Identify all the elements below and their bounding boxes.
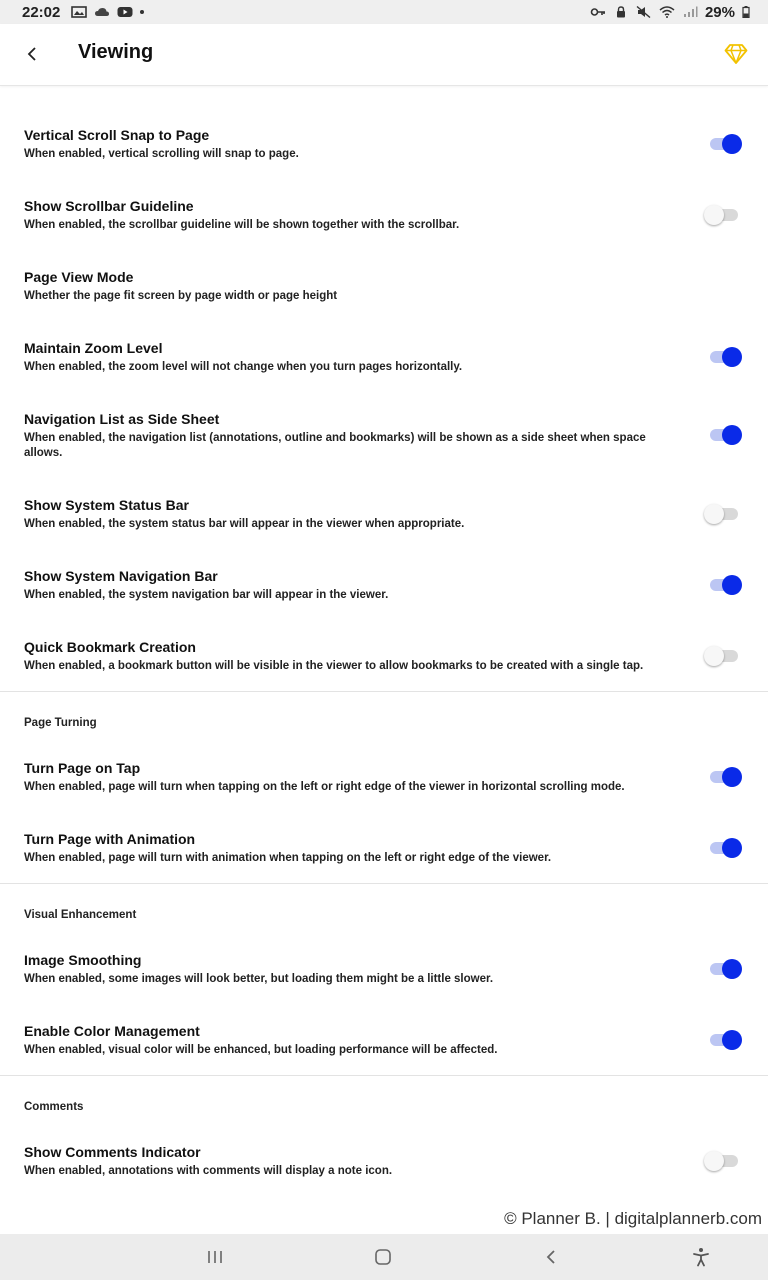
- signal-icon: [682, 6, 698, 18]
- toggle-thumb: [722, 575, 742, 595]
- setting-title: Image Smoothing: [24, 952, 142, 968]
- setting-description: When enabled, a bookmark button will be visible in the viewer to allow bookmarks to be created with a single tap.: [24, 660, 644, 672]
- setting-description: When enabled, vertical scrolling will snap to page.: [24, 148, 299, 160]
- status-left: [22, 4, 144, 21]
- setting-toggle[interactable]: [708, 1148, 742, 1172]
- setting-toggle[interactable]: [708, 422, 742, 446]
- accessibility-icon: [691, 1247, 711, 1267]
- notification-dot-icon: [140, 10, 144, 14]
- toggle-thumb: [722, 838, 742, 858]
- chevron-left-icon: [25, 46, 39, 62]
- setting-toggle[interactable]: [708, 764, 742, 788]
- setting-title: Vertical Scroll Snap to Page: [24, 127, 210, 143]
- status-bar: [0, 0, 768, 24]
- setting-toggle[interactable]: [708, 835, 742, 859]
- section-header: Comments: [24, 1101, 84, 1113]
- toggle-thumb: [722, 959, 742, 979]
- status-right: [590, 4, 750, 21]
- setting-description: When enabled, visual color will be enhanced, but loading performance will be affected.: [24, 1044, 498, 1056]
- setting-toggle[interactable]: [708, 1027, 742, 1051]
- home-icon: [374, 1248, 392, 1266]
- setting-title: Maintain Zoom Level: [24, 340, 163, 356]
- watermark: © Planner B. | digitalplannerb.com: [504, 1209, 762, 1228]
- setting-title: Navigation List as Side Sheet: [24, 411, 220, 427]
- section-header: Visual Enhancement: [24, 909, 137, 921]
- premium-button[interactable]: [722, 40, 750, 68]
- setting-description: When enabled, the system navigation bar will appear in the viewer.: [24, 589, 389, 601]
- section-divider: [0, 1075, 768, 1076]
- section-header: Page Turning: [24, 717, 97, 729]
- toggle-thumb: [704, 504, 724, 524]
- lock-icon: [613, 6, 629, 18]
- setting-description: When enabled, some images will look better, but loading them might be a little slower.: [24, 973, 494, 985]
- setting-title: Quick Bookmark Creation: [24, 639, 196, 655]
- toggle-thumb: [704, 646, 724, 666]
- key-icon: [590, 6, 606, 18]
- wifi-icon: [659, 6, 675, 18]
- recents-icon: [206, 1249, 224, 1265]
- gallery-icon: [71, 6, 87, 18]
- setting-toggle[interactable]: [708, 202, 742, 226]
- section-divider: [0, 691, 768, 692]
- toggle-thumb: [704, 1151, 724, 1171]
- back-button[interactable]: [18, 40, 46, 68]
- battery-icon: [742, 6, 750, 18]
- page-title: Viewing: [78, 41, 154, 63]
- diamond-icon: [724, 43, 748, 65]
- setting-toggle[interactable]: [708, 131, 742, 155]
- setting-description: When enabled, page will turn with animation when tapping on the left or right edge of the viewer.: [24, 852, 552, 864]
- setting-title: Enable Color Management: [24, 1023, 200, 1039]
- setting-title: Turn Page with Animation: [24, 831, 196, 847]
- battery-percent: 29%: [704, 3, 735, 21]
- toggle-thumb: [722, 134, 742, 154]
- setting-description: When enabled, the navigation list (annotations, outline and bookmarks) will be shown as a side sheet when space allows.: [24, 432, 646, 459]
- setting-toggle[interactable]: [708, 643, 742, 667]
- setting-description: When enabled, the scrollbar guideline will be shown together with the scrollbar.: [24, 219, 460, 231]
- mute-icon: [636, 6, 652, 18]
- toggle-thumb: [722, 347, 742, 367]
- chevron-left-icon: [544, 1249, 558, 1265]
- setting-toggle[interactable]: [708, 956, 742, 980]
- app-bar: [0, 24, 768, 86]
- setting-title: Show Scrollbar Guideline: [24, 198, 194, 214]
- setting-title: Page View Mode: [24, 269, 134, 285]
- accessibility-button[interactable]: [689, 1245, 713, 1269]
- system-navigation-bar: [0, 1234, 768, 1280]
- setting-description: When enabled, the zoom level will not change when you turn pages horizontally.: [24, 361, 463, 373]
- section-divider: [0, 883, 768, 884]
- setting-toggle[interactable]: [708, 344, 742, 368]
- setting-title: Show System Navigation Bar: [24, 568, 218, 584]
- setting-title: Show System Status Bar: [24, 497, 189, 513]
- toggle-thumb: [722, 425, 742, 445]
- status-time: 22:02: [22, 3, 61, 21]
- cloud-icon: [94, 6, 110, 18]
- nav-back-button[interactable]: [539, 1245, 563, 1269]
- setting-toggle[interactable]: [708, 501, 742, 525]
- setting-toggle[interactable]: [708, 572, 742, 596]
- youtube-icon: [117, 6, 133, 18]
- toggle-thumb: [704, 205, 724, 225]
- setting-description: When enabled, annotations with comments will display a note icon.: [24, 1165, 393, 1177]
- home-button[interactable]: [371, 1245, 395, 1269]
- setting-title: Show Comments Indicator: [24, 1144, 201, 1160]
- setting-description: When enabled, page will turn when tapping on the left or right edge of the viewer in horizontal scrolling mode.: [24, 781, 625, 793]
- toggle-thumb: [722, 767, 742, 787]
- setting-description: When enabled, the system status bar will appear in the viewer when appropriate.: [24, 518, 465, 530]
- recents-button[interactable]: [203, 1245, 227, 1269]
- toggle-thumb: [722, 1030, 742, 1050]
- setting-title: Turn Page on Tap: [24, 760, 141, 776]
- setting-description: Whether the page fit screen by page width or page height: [24, 290, 338, 302]
